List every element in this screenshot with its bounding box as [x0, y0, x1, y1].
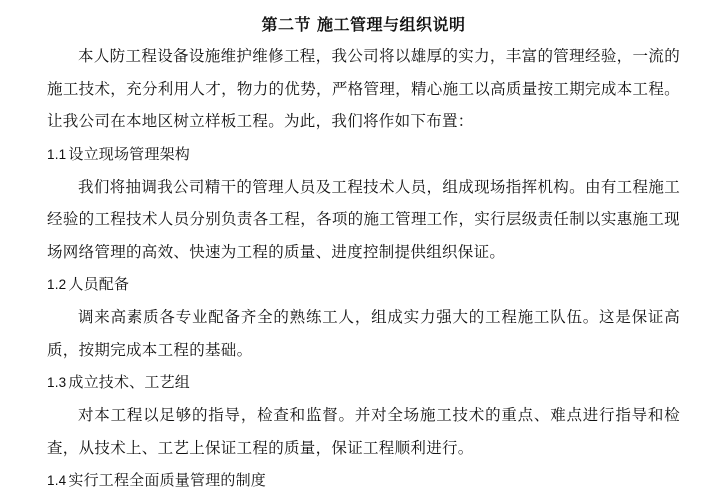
- intro-paragraph: 本人防工程设备设施维护维修工程，我公司将以雄厚的实力，丰富的管理经验，一流的施工技术，充分利用人才，物力的优势，严格管理，精心施工以高质量按工期完成本工程。让我公司在本地区树立样板工程。为此，我们将作如下布置：: [47, 47, 680, 130]
- subsection-heading-1-3: [47, 366, 680, 399]
- subsection-heading-1-2: [47, 268, 680, 301]
- subsection-number: 1.4: [47, 473, 67, 488]
- subsection-heading-text: 成立技术、工艺组: [68, 373, 190, 391]
- subsection-number: 1.2: [47, 277, 67, 292]
- subsection-heading-1-1: [47, 138, 680, 171]
- subsection-paragraph-1-1: 我们将抽调我公司精干的管理人员及工程技术人员，组成现场指挥机构。由有工程施工经验的工程技术人员分别负责各工程，各项的施工管理工作，实行层级责任制以实惠施工现场网络管理的高效、快速为工程的质量、进度控制提供组织保证。: [47, 177, 680, 261]
- subsection-number: 1.3: [47, 375, 67, 390]
- section-title: 第二节 施工管理与组织说明: [261, 15, 466, 34]
- subsection-heading-text: 人员配备: [68, 275, 130, 293]
- subsection-heading-text: 设立现场管理架构: [68, 144, 190, 163]
- subsection-paragraph-1-3: 对本工程以足够的指导，检查和监督。并对全场施工技术的重点、难点进行指导和检查，从技术上、工艺上保证工程的质量，保证工程顺利进行。: [47, 406, 680, 457]
- subsection-paragraph-1-2: 调来高素质各专业配备齐全的熟练工人，组成实力强大的工程施工队伍。这是保证高质，按期完成本工程的基础。: [47, 308, 680, 359]
- subsection-number: 1.1: [47, 146, 67, 162]
- subsection-heading-1-4: [47, 464, 680, 497]
- subsection-heading-text: 实行工程全面质量管理的制度: [68, 471, 266, 489]
